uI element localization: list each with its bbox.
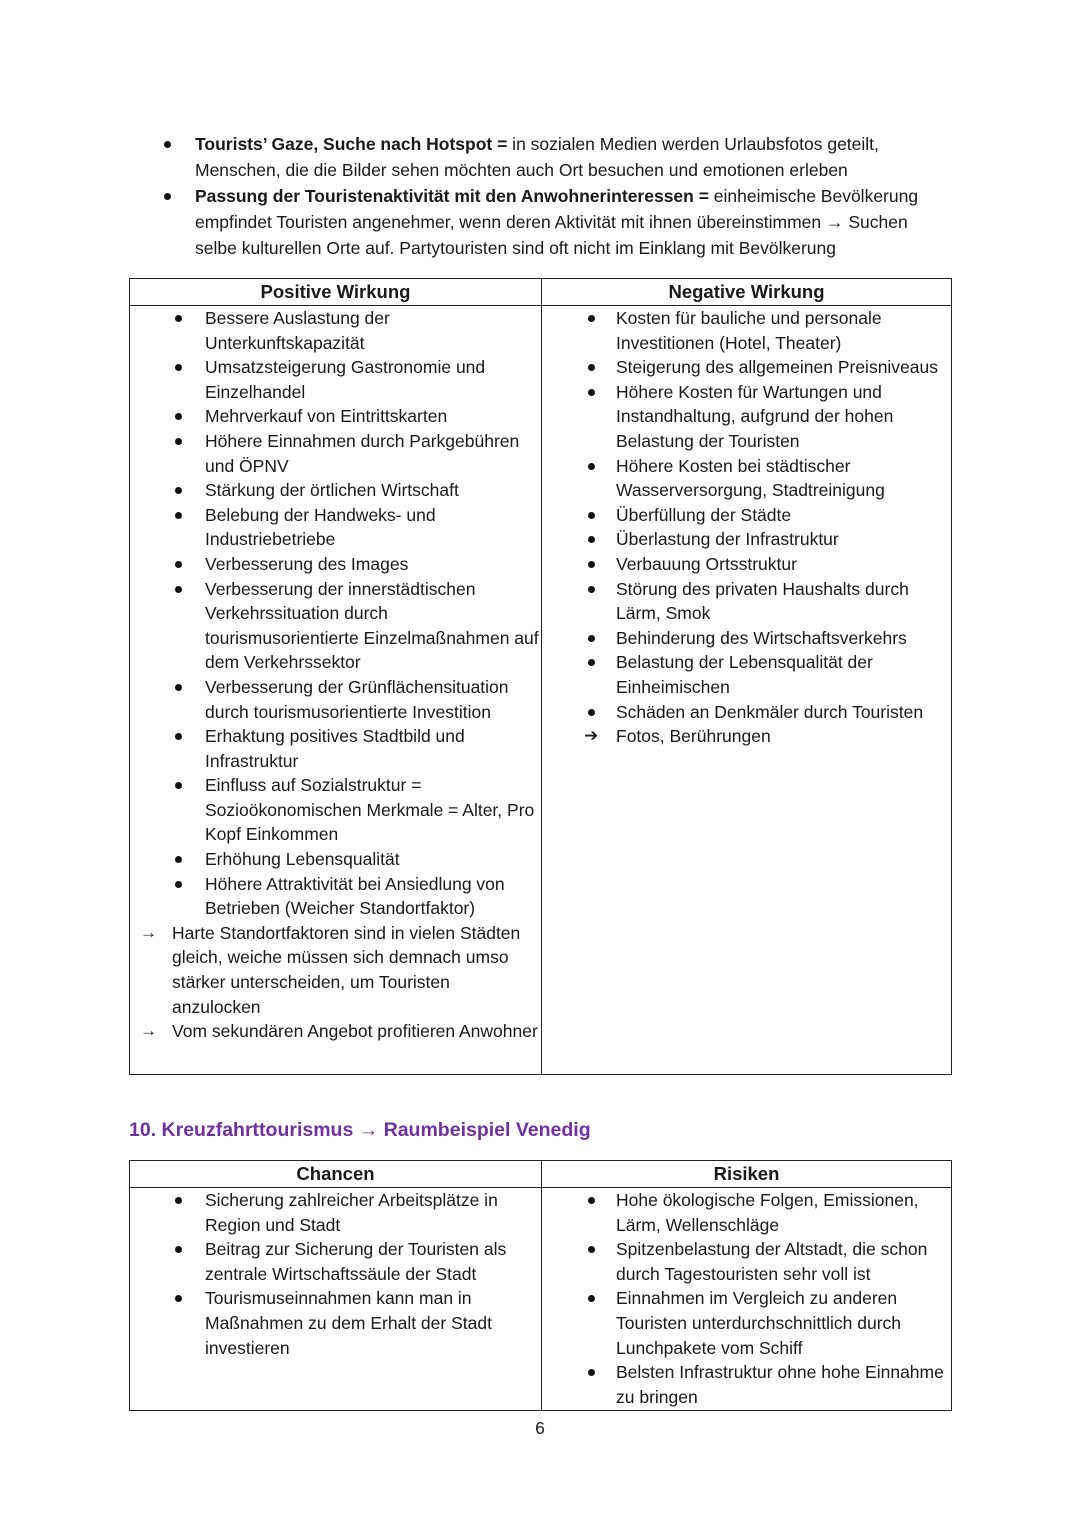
bullet-list-item [130, 675, 541, 724]
list-item-text: Vom sekundären Angebot profitieren Anwohner [172, 1021, 538, 1042]
bullet-list-item [130, 503, 541, 552]
list-item-text: Stärkung der örtlichen Wirtschaft [205, 480, 459, 501]
list-item-text: Einfluss auf Sozialstruktur = Sozioökonomischen Merkmale = Alter, Pro Kopf Einkommen [205, 775, 535, 845]
list-item-text: Belebung der Handweks- und Industriebetriebe [205, 504, 436, 550]
risiken-cell [542, 1188, 952, 1411]
bullet-list-item [130, 724, 541, 773]
list-item-text: Verbesserung der innerstädtischen Verkehrssituation durch tourismusorientierte Einzelmaßnahmen auf dem Verkehrssektor [205, 578, 539, 673]
list-item-text: Störung des privaten Haushalts durch Lärm, Smok [616, 578, 909, 624]
list-item-text: Umsatzsteigerung Gastronomie und Einzelhandel [205, 357, 486, 402]
bullet-list-item [130, 552, 541, 577]
list-item-text: Tourismuseinnahmen kann man in Maßnahmen zu dem Erhalt der Stadt investieren [205, 1288, 492, 1358]
list-item-text: Schäden an Denkmäler durch Touristen [616, 701, 924, 722]
list-item-text: Belsten Infrastruktur ohne hohe Einnahme zu bringen [616, 1362, 944, 1407]
bullet-list-item [130, 306, 541, 355]
bullet-dot-icon [164, 141, 171, 148]
bullet-list-item [542, 454, 951, 503]
arrow-list-item [130, 921, 541, 1019]
bullet-list-item [542, 626, 951, 651]
list-item-text: Erhöhung Lebensqualität [205, 849, 400, 870]
wirkung-table [129, 278, 952, 1075]
negative-wirkung-list [542, 306, 951, 749]
arrow-right-icon: → [140, 922, 157, 942]
bullet-list-item [130, 1237, 541, 1286]
bullet-list-item [130, 429, 541, 478]
bullet-list-item [542, 355, 951, 380]
list-item-text: Überfüllung der Städte [616, 504, 792, 525]
bullet-list-item [542, 577, 951, 626]
chancen-risiken-table [129, 1160, 952, 1411]
positive-wirkung-header: Positive Wirkung [130, 279, 542, 306]
negative-wirkung-cell [542, 306, 952, 1075]
chancen-cell [130, 1188, 542, 1411]
page-number: 6 [535, 1418, 545, 1438]
intro-bullet-list [160, 131, 950, 261]
bullet-list-item [130, 355, 541, 404]
list-item-text: Harte Standortfaktoren sind in vielen Städten gleich, weiche müssen sich demnach umso stärker unterscheiden, um Touristen anzulocken [172, 922, 521, 1017]
bullet-list-item [130, 847, 541, 872]
risiken-list [542, 1188, 951, 1409]
list-item-text: Verbauung Ortsstruktur [616, 553, 797, 574]
list-item-text: Höhere Kosten bei städtischer Wasserversorgung, Stadtreinigung [616, 455, 885, 501]
list-item-text: Erhaktung positives Stadtbild und Infrastruktur [205, 726, 465, 771]
list-item-text: Kosten für bauliche und personale Investitionen (Hotel, Theater) [616, 308, 882, 353]
arrow-right-icon: ➔ [584, 726, 599, 746]
bullet-list-item [130, 577, 541, 675]
list-item-text: Fotos, Berührungen [616, 726, 771, 747]
bullet-list-item [542, 650, 951, 699]
bullet-list-item [542, 1360, 951, 1409]
negative-wirkung-header: Negative Wirkung [542, 279, 952, 306]
bullet-list-item [542, 306, 951, 355]
bullet-list-item [130, 478, 541, 503]
bullet-list-item [542, 1286, 951, 1360]
intro-bullet [160, 183, 950, 261]
section-title: 10. Kreuzfahrttourismus → Raumbeispiel Venedig [129, 1119, 591, 1141]
intro-definition: in sozialen Medien werden Urlaubsfotos geteilt, Menschen, die die Bilder sehen möchten auch Ort besuchen und emotionen erleben [195, 134, 879, 180]
bullet-list-item [130, 773, 541, 847]
bullet-list-item [542, 503, 951, 528]
list-item-text: Überlastung der Infrastruktur [616, 529, 839, 550]
intro-term: Tourists’ Gaze, Suche nach Hotspot = [195, 134, 508, 154]
risiken-header: Risiken [542, 1161, 952, 1188]
bullet-list-item [542, 1237, 951, 1286]
arrow-list-item [130, 1019, 541, 1044]
bullet-list-item [130, 872, 541, 921]
bullet-list-item [542, 552, 951, 577]
bullet-list-item [542, 380, 951, 454]
intro-bullet [160, 131, 950, 183]
list-item-text: Steigerung des allgemeinen Preisniveaus [616, 357, 939, 378]
list-item-text: Hohe ökologische Folgen, Emissionen, Lärm, Wellenschläge [616, 1190, 919, 1235]
positive-wirkung-list [130, 306, 541, 1044]
list-item-text: Sicherung zahlreicher Arbeitsplätze in Region und Stadt [205, 1190, 498, 1235]
bullet-list-item [130, 1188, 541, 1237]
list-item-text: Bessere Auslastung der Unterkunftskapazität [205, 308, 390, 353]
bullet-list-item [542, 527, 951, 552]
arrow-list-item [542, 724, 951, 749]
list-item-text: Einnahmen im Vergleich zu anderen Touristen unterdurchschnittlich durch Lunchpakete vom Schiff [616, 1288, 902, 1358]
bullet-list-item [542, 1188, 951, 1237]
list-item-text: Beitrag zur Sicherung der Touristen als zentrale Wirtschaftssäule der Stadt [205, 1239, 507, 1284]
list-item-text: Höhere Einnahmen durch Parkgebühren und ÖPNV [205, 430, 520, 476]
chancen-header: Chancen [130, 1161, 542, 1188]
list-item-text: Mehrverkauf von Eintrittskarten [205, 406, 448, 427]
bullet-list-item [130, 404, 541, 429]
chancen-list [130, 1188, 541, 1360]
list-item-text: Höhere Attraktivität bei Ansiedlung von Betrieben (Weicher Standortfaktor) [205, 873, 505, 919]
bullet-dot-icon [164, 193, 171, 200]
list-item-text: Verbesserung des Images [205, 553, 409, 574]
intro-definition: einheimische Bevölkerung empfindet Touristen angenehmer, wenn deren Aktivität mit ihnen übereinstimmen → Suchen selbe kulturellen Orte auf. Partytouristen sind oft nicht im Einklang mit Bevölkerung [195, 186, 919, 258]
list-item-text: Höhere Kosten für Wartungen und Instandhaltung, aufgrund der hohen Belastung der Touristen [616, 381, 894, 451]
intro-term: Passung der Touristenaktivität mit den Anwohnerinteressen = [195, 186, 709, 206]
list-item-text: Spitzenbelastung der Altstadt, die schon durch Tagestouristen sehr voll ist [616, 1239, 928, 1284]
arrow-right-icon: → [140, 1021, 157, 1041]
list-item-text: Verbesserung der Grünflächensituation durch tourismusorientierte Investition [205, 676, 509, 722]
bullet-list-item [130, 1286, 541, 1360]
bullet-list-item [542, 700, 951, 725]
list-item-text: Behinderung des Wirtschaftsverkehrs [616, 627, 907, 648]
positive-wirkung-cell [130, 306, 542, 1075]
list-item-text: Belastung der Lebensqualität der Einheimischen [616, 652, 873, 697]
